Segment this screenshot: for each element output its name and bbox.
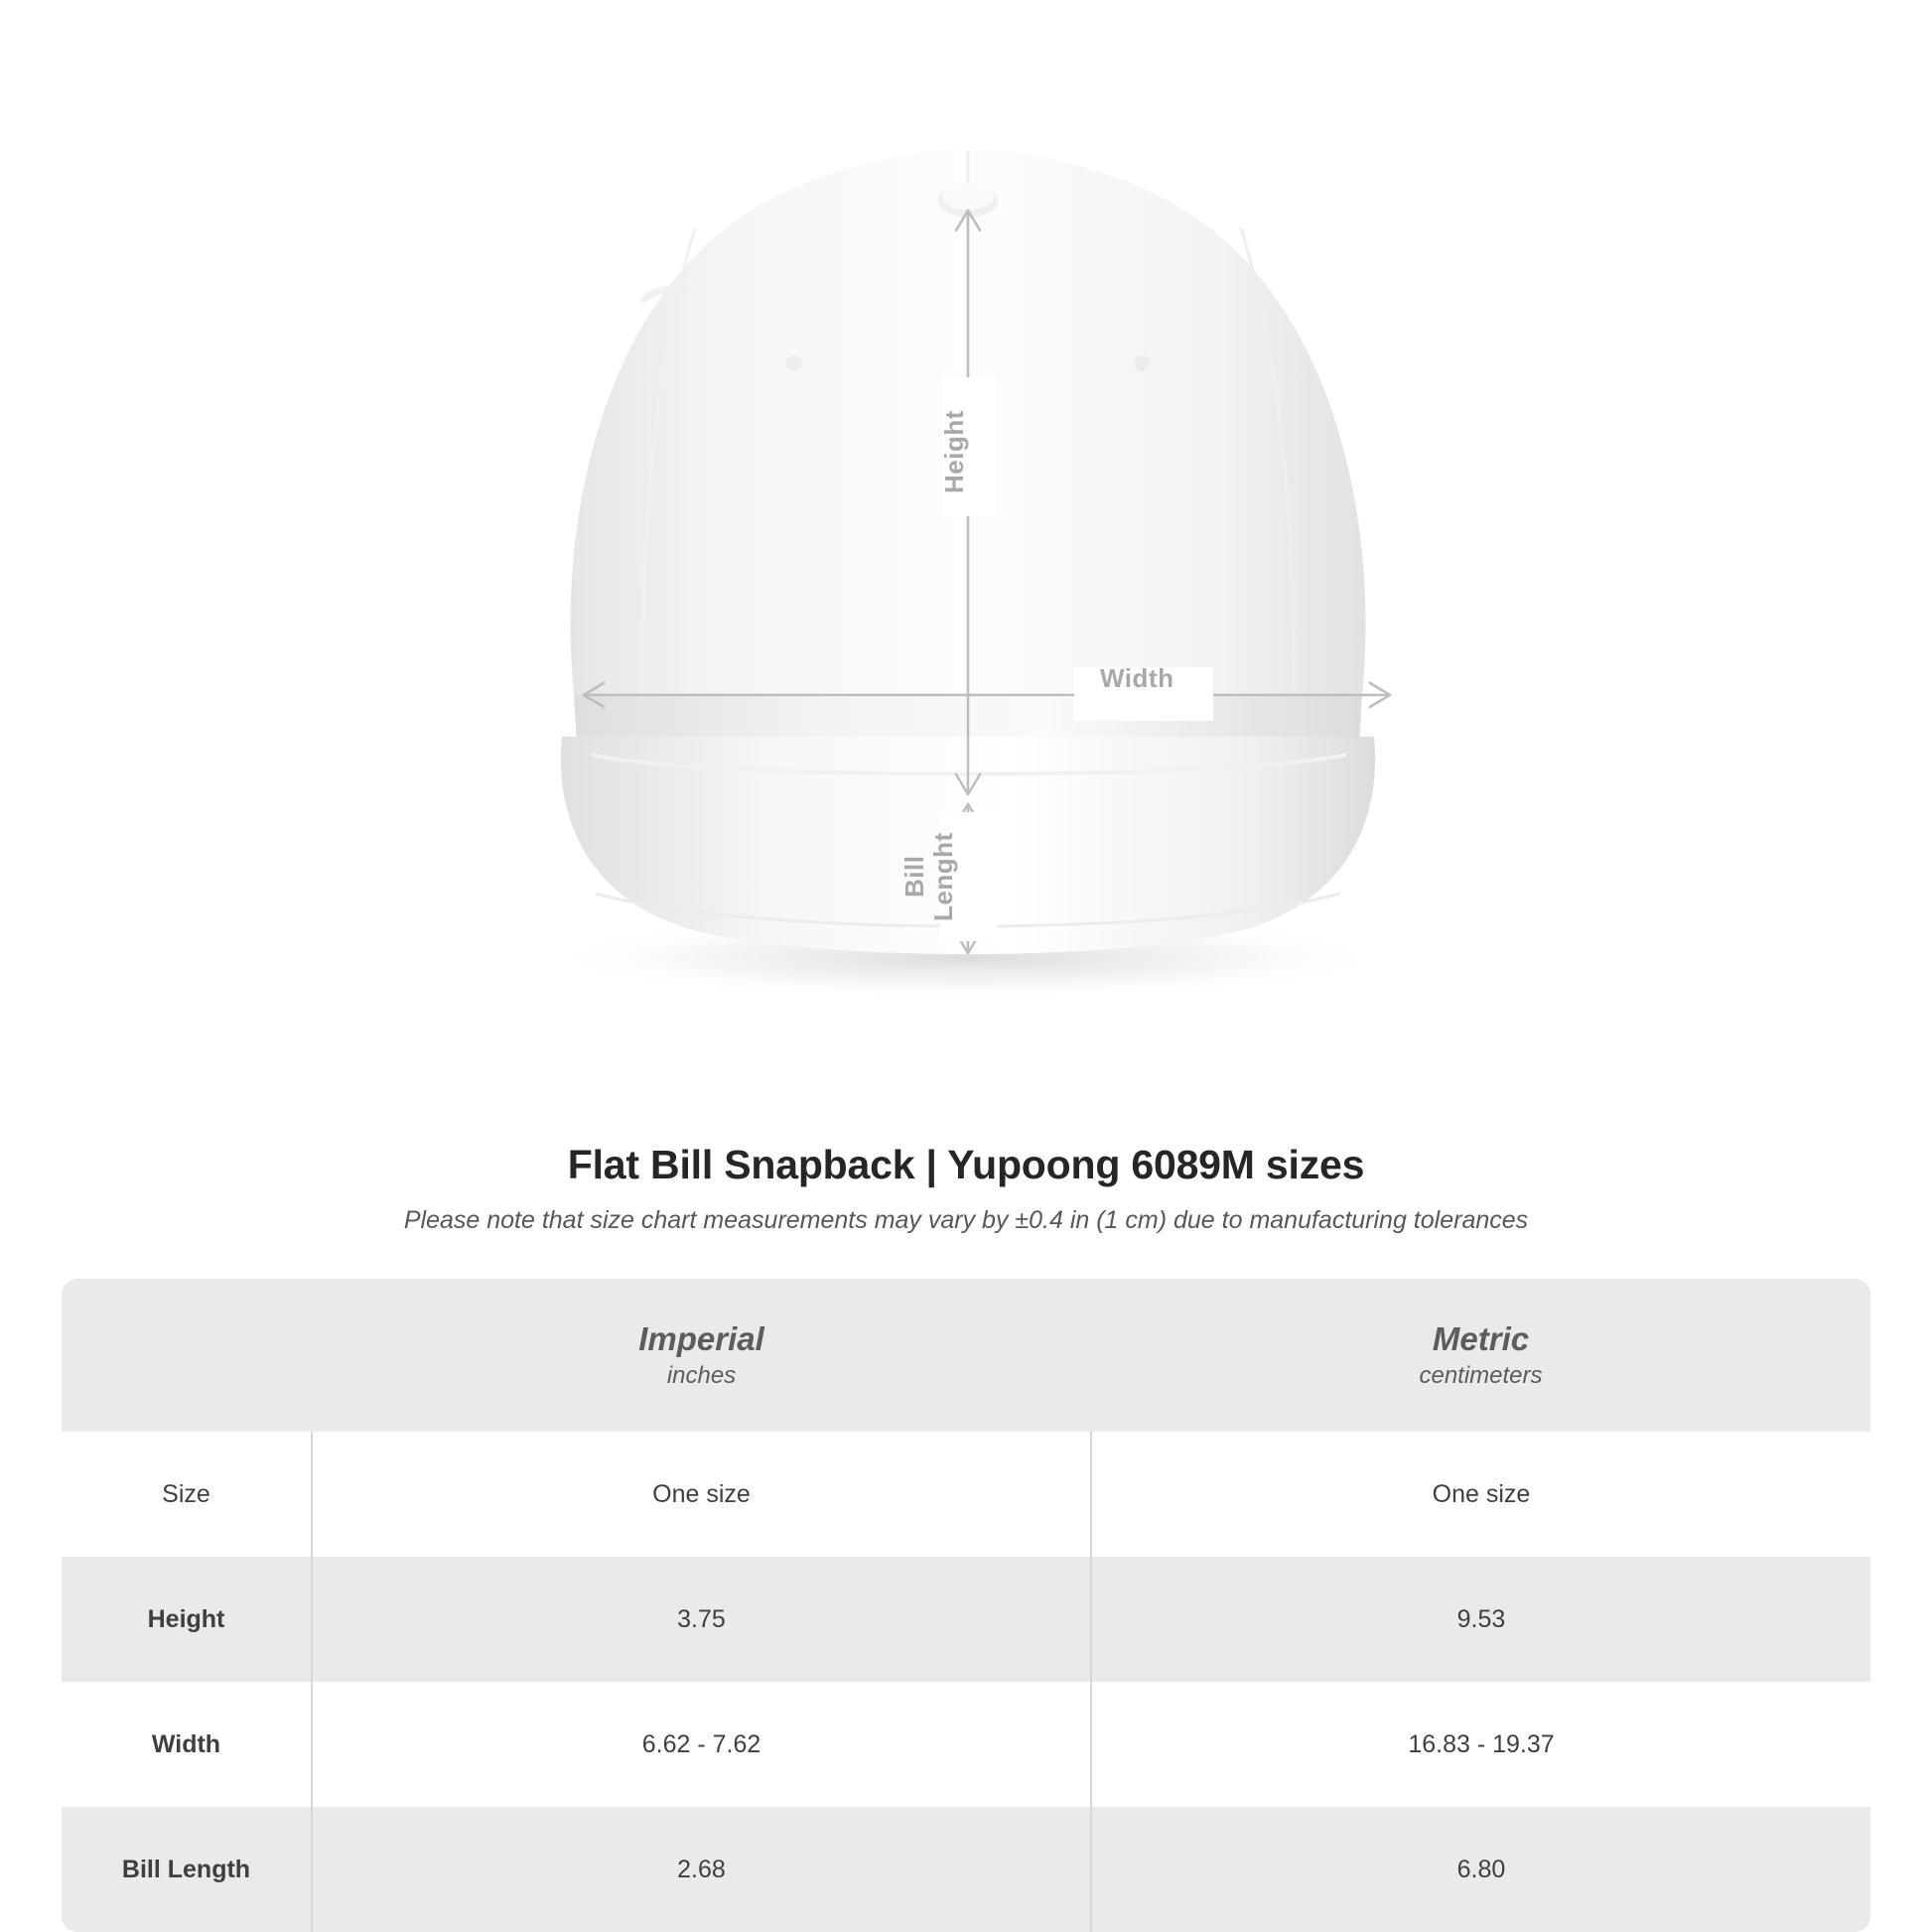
title-block [0, 1142, 1932, 1235]
metric-unit-name: Metric [1432, 1320, 1530, 1358]
imperial-unit-name: Imperial [638, 1320, 764, 1358]
row-imperial-value: One size [312, 1432, 1091, 1557]
table-row [62, 1432, 1870, 1557]
header-metric-cell [1091, 1279, 1870, 1432]
row-label: Width [62, 1682, 312, 1807]
tolerance-note: Please note that size chart measurements may vary by ±0.4 in (1 cm) due to manufacturing tolerances [403, 1206, 1529, 1234]
row-metric-value: 16.83 - 19.37 [1091, 1682, 1870, 1807]
header-spacer-cell [62, 1279, 312, 1432]
imperial-unit-sub: inches [666, 1361, 737, 1389]
header-imperial-cell [312, 1279, 1091, 1432]
size-table [62, 1279, 1870, 1932]
table-header-row [62, 1279, 1870, 1432]
bill-length-dimension-label [901, 822, 961, 931]
row-label: Bill Length [62, 1807, 312, 1932]
table-row [62, 1682, 1870, 1807]
row-metric-value: 6.80 [1091, 1807, 1870, 1932]
table-row [62, 1557, 1870, 1682]
row-imperial-value: 2.68 [312, 1807, 1091, 1932]
width-dimension-label: Width [1100, 663, 1174, 693]
row-imperial-value: 6.62 - 7.62 [312, 1682, 1091, 1807]
table-row [62, 1807, 1870, 1932]
height-dimension-label: Height [939, 410, 969, 493]
row-metric-value: 9.53 [1091, 1557, 1870, 1682]
bill-length-label-line1: Bill [899, 855, 929, 898]
row-label: Size [62, 1432, 312, 1557]
row-imperial-value: 3.75 [312, 1557, 1091, 1682]
row-label: Height [62, 1557, 312, 1682]
size-table-wrapper [62, 1279, 1870, 1932]
page-title: Flat Bill Snapback | Yupoong 6089M sizes [567, 1142, 1365, 1187]
bill-length-label-line2: Lenght [928, 832, 959, 921]
metric-unit-sub: centimeters [1419, 1361, 1543, 1389]
row-metric-value: One size [1091, 1432, 1870, 1557]
